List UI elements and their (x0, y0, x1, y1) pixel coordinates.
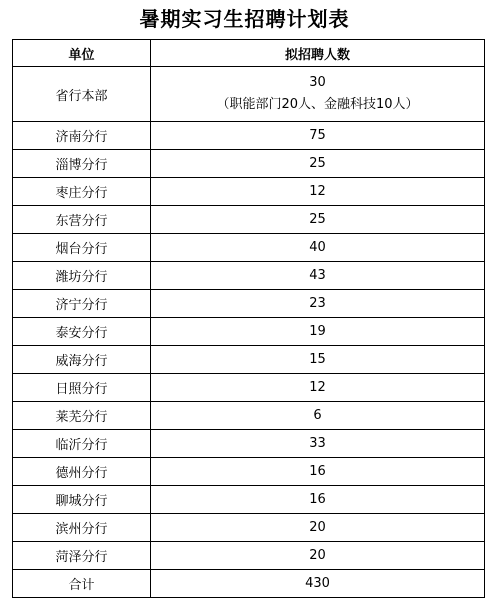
count-cell: 16 (151, 458, 485, 486)
table-row (13, 430, 485, 458)
table-row (13, 178, 485, 206)
unit-cell: 威海分行 (13, 346, 151, 374)
unit-cell: 泰安分行 (13, 318, 151, 346)
unit-cell: 济南分行 (13, 122, 151, 150)
column-header-count: 拟招聘人数 (151, 40, 485, 67)
table-body (13, 67, 485, 570)
table-row-headquarters (13, 67, 485, 122)
unit-cell: 聊城分行 (13, 486, 151, 514)
count-cell: 23 (151, 290, 485, 318)
table-row (13, 458, 485, 486)
unit-cell: 潍坊分行 (13, 262, 151, 290)
count-cell: 33 (151, 430, 485, 458)
count-cell: 6 (151, 402, 485, 430)
table-row (13, 346, 485, 374)
recruitment-plan-table (12, 39, 485, 598)
count-cell: 20 (151, 514, 485, 542)
table-row (13, 542, 485, 570)
table-row (13, 402, 485, 430)
unit-cell: 东营分行 (13, 206, 151, 234)
count-cell: 19 (151, 318, 485, 346)
table-row (13, 234, 485, 262)
unit-cell: 淄博分行 (13, 150, 151, 178)
total-count-cell: 430 (151, 570, 485, 598)
table-row (13, 206, 485, 234)
headquarters-note: （职能部门20人、金融科技10人） (216, 97, 419, 112)
unit-cell: 省行本部 (13, 67, 151, 122)
headquarters-count: 30 (309, 75, 326, 90)
unit-cell: 日照分行 (13, 374, 151, 402)
column-header-unit: 单位 (13, 40, 151, 67)
table-header-row (13, 40, 485, 67)
total-label-cell: 合计 (13, 570, 151, 598)
count-cell: 16 (151, 486, 485, 514)
count-cell: 15 (151, 346, 485, 374)
table-row (13, 262, 485, 290)
table-row (13, 150, 485, 178)
count-cell: 40 (151, 234, 485, 262)
count-cell: 20 (151, 542, 485, 570)
table-row (13, 514, 485, 542)
table-row (13, 290, 485, 318)
table-row (13, 122, 485, 150)
unit-cell: 临沂分行 (13, 430, 151, 458)
unit-cell: 济宁分行 (13, 290, 151, 318)
unit-cell: 德州分行 (13, 458, 151, 486)
count-cell: 12 (151, 374, 485, 402)
unit-cell: 莱芜分行 (13, 402, 151, 430)
count-cell: 75 (151, 122, 485, 150)
page-title: 暑期实习生招聘计划表 (139, 7, 350, 31)
unit-cell: 枣庄分行 (13, 178, 151, 206)
unit-cell: 烟台分行 (13, 234, 151, 262)
count-cell: 12 (151, 178, 485, 206)
table-row (13, 374, 485, 402)
unit-cell: 菏泽分行 (13, 542, 151, 570)
count-cell: 25 (151, 206, 485, 234)
table-row (13, 318, 485, 346)
table-row (13, 486, 485, 514)
count-cell (151, 67, 485, 122)
count-cell: 25 (151, 150, 485, 178)
table-row-total (13, 570, 485, 598)
unit-cell: 滨州分行 (13, 514, 151, 542)
count-cell: 43 (151, 262, 485, 290)
